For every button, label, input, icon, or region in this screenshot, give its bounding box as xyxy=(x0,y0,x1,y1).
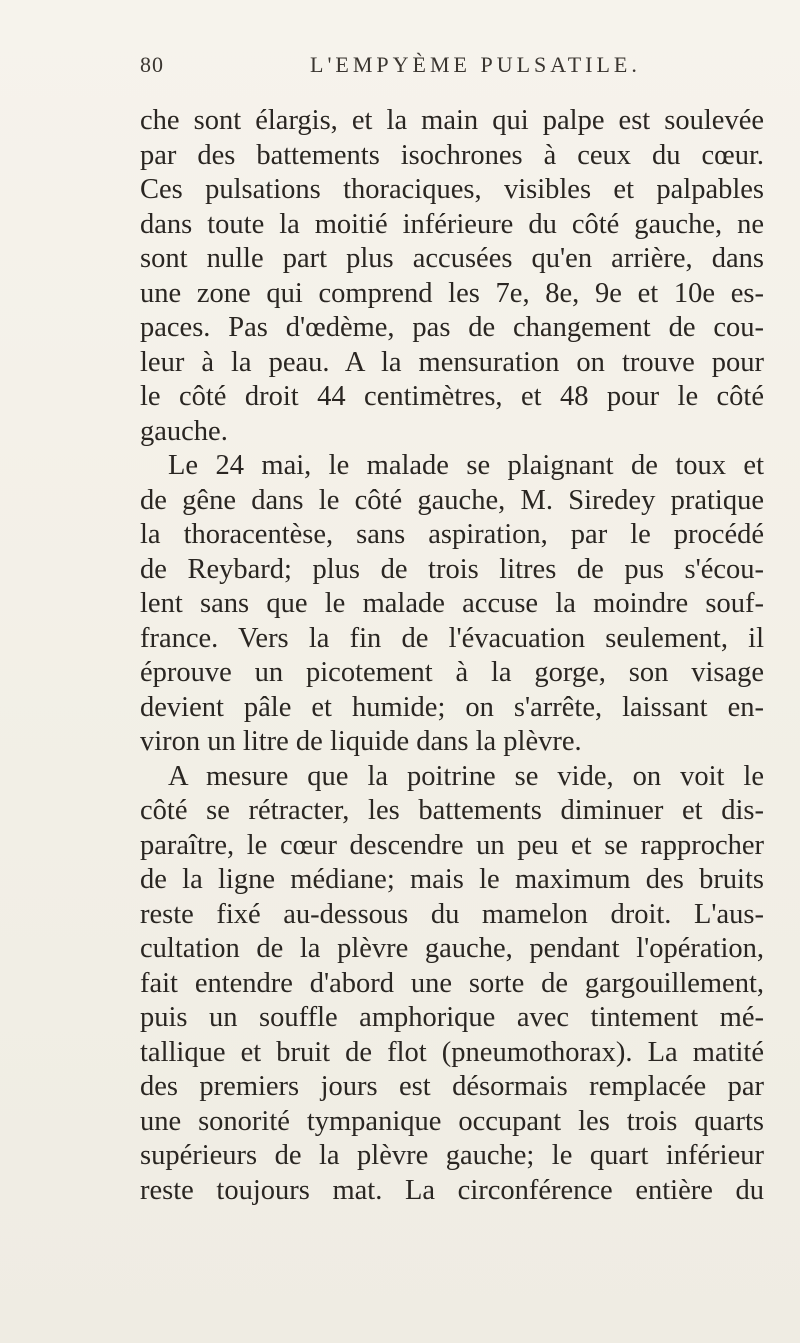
text-line: che sont élargis, et la main qui palpe est soulevée xyxy=(140,105,764,136)
body-text xyxy=(140,104,764,1208)
text-line: le côté droit 44 centimètres, et 48 pour le côté xyxy=(140,381,764,412)
text-line: de la ligne médiane; mais le maximum des bruits xyxy=(140,864,764,895)
text-line: Ces pulsations thoraciques, visibles et palpables xyxy=(140,174,764,205)
page-number: 80 xyxy=(140,52,164,77)
text-line: fait entendre d'abord une sorte de gargouillement, xyxy=(140,967,764,999)
text-line: la thoracentèse, sans aspiration, par le procédé xyxy=(140,519,764,550)
text-line: sont nulle part plus accusées qu'en arrière, dans xyxy=(140,243,764,274)
text-line: une sonorité tympanique occupant les trois quarts xyxy=(140,1105,764,1137)
text-line: des premiers jours est désormais remplacée par xyxy=(140,1071,764,1102)
text-line: de Reybard; plus de trois litres de pus s'écou- xyxy=(140,553,764,585)
text-line: leur à la peau. A la mensuration on trouve pour xyxy=(140,346,764,378)
text-line: une zone qui comprend les 7e, 8e, 9e et 10e es- xyxy=(140,277,764,309)
text-line: devient pâle et humide; on s'arrête, laissant en- xyxy=(140,691,764,723)
text-line: paraître, le cœur descendre un peu et se rapprocher xyxy=(140,829,764,861)
text-line: Le 24 mai, le malade se plaignant de toux et xyxy=(168,450,764,481)
text-line: supérieurs de la plèvre gauche; le quart inférieur xyxy=(140,1140,764,1171)
text-line: puis un souffle amphorique avec tintement mé- xyxy=(140,1002,764,1033)
text-line: de gêne dans le côté gauche, M. Siredey pratique xyxy=(140,484,764,516)
page-header xyxy=(140,52,780,92)
running-head: L'EMPYÈME PULSATILE. xyxy=(310,52,641,77)
text-line: éprouve un picotement à la gorge, son visage xyxy=(140,657,764,688)
text-line: lent sans que le malade accuse la moindre souf- xyxy=(140,588,764,619)
text-line: côté se rétracter, les battements diminuer et dis- xyxy=(140,795,764,826)
text-line: par des battements isochrones à ceux du cœur. xyxy=(140,139,764,171)
text-line: dans toute la moitié inférieure du côté gauche, ne xyxy=(140,208,764,240)
text-line: gauche. xyxy=(140,415,228,447)
text-line: reste toujours mat. La circonférence entière du xyxy=(140,1174,764,1206)
text-line: france. Vers la fin de l'évacuation seulement, il xyxy=(140,622,764,654)
text-line: A mesure que la poitrine se vide, on voit le xyxy=(168,760,764,792)
text-line: cultation de la plèvre gauche, pendant l'opération, xyxy=(140,933,764,964)
text-line: tallique et bruit de flot (pneumothorax). La matité xyxy=(140,1036,764,1068)
text-line: paces. Pas d'œdème, pas de changement de cou- xyxy=(140,312,764,343)
text-line: reste fixé au-dessous du mamelon droit. L'aus- xyxy=(140,898,764,930)
text-line: viron un litre de liquide dans la plèvre. xyxy=(140,726,582,757)
